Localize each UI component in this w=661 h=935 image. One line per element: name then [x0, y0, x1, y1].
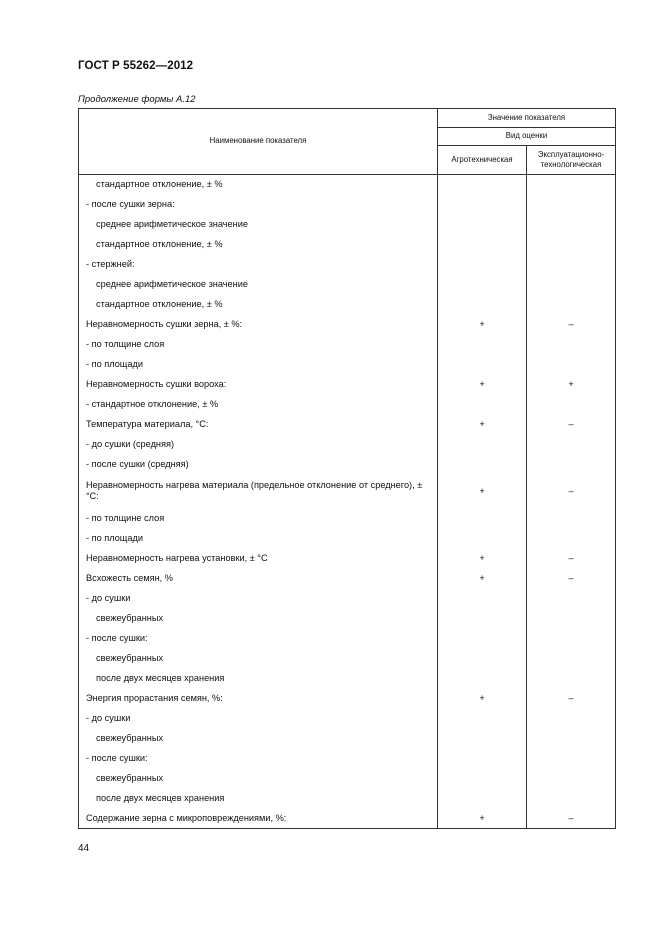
agrotechnical-mark-cell: [438, 608, 527, 628]
table-row: [79, 628, 616, 648]
indicator-name-cell: - по площади: [79, 528, 438, 548]
operational-mark-cell: +: [527, 374, 616, 394]
indicator-name-cell: Содержание зерна с микроповреждениями, %:: [79, 808, 438, 829]
agrotechnical-mark-cell: [438, 648, 527, 668]
table-body: [79, 175, 616, 829]
indicator-name-cell: свежеубранных: [79, 608, 438, 628]
operational-mark-cell: [527, 274, 616, 294]
operational-mark-cell: –: [527, 688, 616, 708]
table-row: [79, 194, 616, 214]
agrotechnical-mark-cell: [438, 588, 527, 608]
indicator-name-cell: Неравномерность нагрева установки, ± °С: [79, 548, 438, 568]
operational-mark-cell: –: [527, 548, 616, 568]
indicator-name-cell: Неравномерность сушки вороха:: [79, 374, 438, 394]
operational-mark-cell: [527, 214, 616, 234]
operational-mark-cell: [527, 294, 616, 314]
table-row: [79, 528, 616, 548]
table-row: [79, 434, 616, 454]
indicator-name-cell: стандартное отклонение, ± %: [79, 294, 438, 314]
operational-mark-cell: [527, 728, 616, 748]
agrotechnical-mark-cell: [438, 528, 527, 548]
indicator-name-cell: после двух месяцев хранения: [79, 668, 438, 688]
table-row: [79, 508, 616, 528]
table-row: [79, 608, 616, 628]
table-row: [79, 334, 616, 354]
col-header-operational: Эксплуатационно-технологическая: [527, 146, 616, 175]
indicator-name-cell: свежеубранных: [79, 728, 438, 748]
operational-mark-cell: [527, 668, 616, 688]
indicator-name-cell: - до сушки: [79, 708, 438, 728]
indicators-table: [78, 108, 616, 829]
agrotechnical-mark-cell: [438, 628, 527, 648]
agrotechnical-mark-cell: [438, 434, 527, 454]
indicator-name-cell: Энергия прорастания семян, %:: [79, 688, 438, 708]
indicator-name-cell: после двух месяцев хранения: [79, 788, 438, 808]
document-code: ГОСТ Р 55262—2012: [78, 60, 194, 72]
col-header-indicator-name: Наименование показателя: [79, 109, 438, 175]
table-row: [79, 214, 616, 234]
table-row: [79, 394, 616, 414]
indicator-name-cell: среднее арифметическое значение: [79, 214, 438, 234]
operational-mark-cell: [527, 194, 616, 214]
agrotechnical-mark-cell: +: [438, 568, 527, 588]
agrotechnical-mark-cell: [438, 214, 527, 234]
agrotechnical-mark-cell: [438, 254, 527, 274]
table-row: [79, 688, 616, 708]
agrotechnical-mark-cell: [438, 708, 527, 728]
agrotechnical-mark-cell: [438, 394, 527, 414]
table-row: [79, 728, 616, 748]
agrotechnical-mark-cell: +: [438, 548, 527, 568]
col-header-indicator-value: Значение показателя: [438, 109, 616, 128]
table-row: [79, 788, 616, 808]
operational-mark-cell: [527, 608, 616, 628]
operational-mark-cell: [527, 334, 616, 354]
indicator-name-cell: - до сушки (средняя): [79, 434, 438, 454]
agrotechnical-mark-cell: [438, 194, 527, 214]
page-number: 44: [78, 843, 90, 854]
agrotechnical-mark-cell: +: [438, 474, 527, 508]
table-row: [79, 254, 616, 274]
indicator-name-cell: - стандартное отклонение, ± %: [79, 394, 438, 414]
indicator-name-cell: свежеубранных: [79, 648, 438, 668]
indicator-name-cell: - по толщине слоя: [79, 334, 438, 354]
operational-mark-cell: [527, 768, 616, 788]
operational-mark-cell: [527, 528, 616, 548]
table-row: [79, 274, 616, 294]
operational-mark-cell: [527, 454, 616, 474]
table-row: [79, 708, 616, 728]
operational-mark-cell: [527, 708, 616, 728]
operational-mark-cell: [527, 748, 616, 768]
operational-mark-cell: [527, 788, 616, 808]
operational-mark-cell: –: [527, 314, 616, 334]
table-row: [79, 354, 616, 374]
operational-mark-cell: [527, 628, 616, 648]
operational-mark-cell: [527, 648, 616, 668]
agrotechnical-mark-cell: [438, 334, 527, 354]
table-row: [79, 474, 616, 508]
operational-mark-cell: [527, 354, 616, 374]
agrotechnical-mark-cell: [438, 768, 527, 788]
operational-mark-cell: [527, 394, 616, 414]
agrotechnical-mark-cell: [438, 175, 527, 195]
indicator-name-cell: среднее арифметическое значение: [79, 274, 438, 294]
operational-mark-cell: –: [527, 474, 616, 508]
col-header-assessment-type: Вид оценки: [438, 128, 616, 146]
indicator-name-cell: - по толщине слоя: [79, 508, 438, 528]
table-row: [79, 175, 616, 195]
indicator-name-cell: свежеубранных: [79, 768, 438, 788]
table-row: [79, 294, 616, 314]
table-row: [79, 234, 616, 254]
table-row: [79, 748, 616, 768]
indicator-name-cell: - до сушки: [79, 588, 438, 608]
agrotechnical-mark-cell: [438, 274, 527, 294]
agrotechnical-mark-cell: [438, 728, 527, 748]
indicator-name-cell: Температура материала, °С:: [79, 414, 438, 434]
table-row: [79, 648, 616, 668]
table-row: [79, 768, 616, 788]
table-row: [79, 548, 616, 568]
col-header-agrotechnical: Агротехническая: [438, 146, 527, 175]
agrotechnical-mark-cell: +: [438, 414, 527, 434]
agrotechnical-mark-cell: +: [438, 688, 527, 708]
table-row: [79, 808, 616, 829]
indicator-name-cell: Неравномерность сушки зерна, ± %:: [79, 314, 438, 334]
indicator-name-cell: - стержней:: [79, 254, 438, 274]
agrotechnical-mark-cell: +: [438, 374, 527, 394]
agrotechnical-mark-cell: [438, 668, 527, 688]
agrotechnical-mark-cell: +: [438, 314, 527, 334]
table-row: [79, 668, 616, 688]
agrotechnical-mark-cell: [438, 748, 527, 768]
agrotechnical-mark-cell: [438, 294, 527, 314]
table-row: [79, 568, 616, 588]
table-caption: Продолжение формы А.12: [78, 94, 196, 105]
table-row: [79, 414, 616, 434]
table-row: [79, 374, 616, 394]
operational-mark-cell: [527, 508, 616, 528]
table-row: [79, 588, 616, 608]
indicator-name-cell: - после сушки:: [79, 628, 438, 648]
table-row: [79, 454, 616, 474]
agrotechnical-mark-cell: [438, 354, 527, 374]
indicator-name-cell: Неравномерность нагрева материала (предельное отклонение от среднего), ±°С:: [79, 474, 438, 508]
agrotechnical-mark-cell: [438, 788, 527, 808]
operational-mark-cell: –: [527, 568, 616, 588]
indicator-name-cell: - после сушки (средняя): [79, 454, 438, 474]
agrotechnical-mark-cell: [438, 454, 527, 474]
operational-mark-cell: [527, 588, 616, 608]
table-row: [79, 314, 616, 334]
operational-mark-cell: [527, 434, 616, 454]
indicator-name-cell: Всхожесть семян, %: [79, 568, 438, 588]
operational-mark-cell: –: [527, 808, 616, 829]
indicator-name-cell: - после сушки зерна:: [79, 194, 438, 214]
operational-mark-cell: [527, 234, 616, 254]
agrotechnical-mark-cell: [438, 508, 527, 528]
indicator-name-cell: - после сушки:: [79, 748, 438, 768]
indicator-name-cell: стандартное отклонение, ± %: [79, 234, 438, 254]
agrotechnical-mark-cell: +: [438, 808, 527, 829]
indicator-name-cell: - по площади: [79, 354, 438, 374]
operational-mark-cell: [527, 254, 616, 274]
operational-mark-cell: [527, 175, 616, 195]
operational-mark-cell: –: [527, 414, 616, 434]
agrotechnical-mark-cell: [438, 234, 527, 254]
indicator-name-cell: стандартное отклонение, ± %: [79, 175, 438, 195]
